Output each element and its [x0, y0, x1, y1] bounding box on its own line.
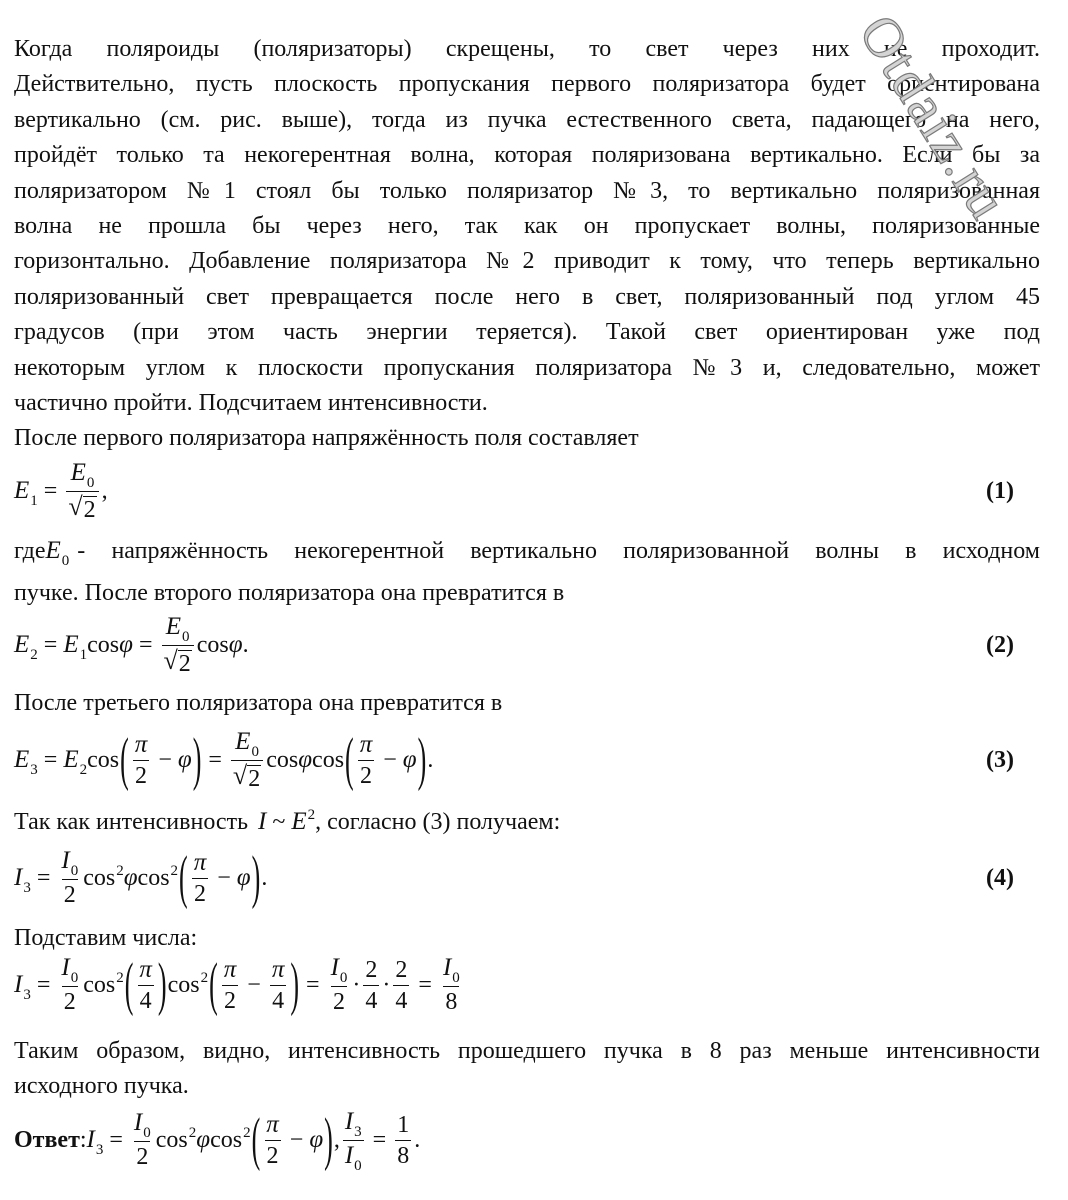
superscript: 2: [307, 807, 316, 823]
math-variable: π: [193, 848, 207, 876]
paragraph-where: [14, 530, 1040, 614]
math-operator: ~: [272, 808, 286, 835]
fraction-numerator: [59, 847, 80, 879]
math-operator: =: [36, 864, 51, 891]
math-variable: $I_0$: [61, 954, 79, 986]
math-variable: φ: [236, 864, 251, 891]
superscript: 2: [243, 1124, 251, 1141]
text: Так как интенсивность: [14, 808, 249, 835]
fraction-numerator: [164, 613, 192, 645]
math-sqrt: [68, 493, 96, 523]
math-parentheses: [344, 725, 427, 793]
fraction-denominator: [134, 1141, 150, 1171]
math-variable: $I_0$: [133, 1109, 151, 1141]
math-fraction: [270, 956, 287, 1015]
math-fraction: [132, 1109, 153, 1171]
math-fraction: [343, 1108, 364, 1173]
text-line: После первого поляризатора напряжённость поля составляет: [14, 425, 639, 451]
math-text: 2: [63, 989, 76, 1015]
math-fraction: [59, 847, 80, 909]
paren-content: [134, 956, 157, 1015]
math-text: 8: [397, 1142, 410, 1169]
subscript: 3: [354, 1123, 362, 1140]
sqrt-argument: 2: [248, 766, 261, 792]
math-parentheses: [124, 950, 168, 1018]
math-variable: $E_1$: [63, 631, 88, 663]
math-variable: $I_0$: [344, 1141, 362, 1174]
math-operator: =: [306, 971, 320, 998]
fraction-numerator: [264, 1111, 281, 1140]
math-variable: $I_0$: [442, 954, 460, 986]
equation-number: (4): [986, 864, 1014, 891]
math-fraction: [137, 956, 154, 1015]
math-operator: −: [289, 1126, 304, 1153]
left-paren: (: [251, 1105, 261, 1173]
math-text: $\cos^2$: [83, 969, 124, 998]
superscript: 2: [170, 862, 179, 879]
equation-3: [14, 722, 1040, 798]
left-paren: (: [124, 950, 134, 1018]
fraction-numerator: [222, 956, 239, 985]
math-fraction: [393, 956, 409, 1015]
math-variable: φ: [196, 1126, 211, 1153]
superscript: 2: [116, 862, 124, 879]
paragraph-conclusion: [14, 1034, 1040, 1103]
math-text: 2: [395, 956, 408, 983]
math-text: 2: [136, 1144, 149, 1170]
text-line: После третьего поляризатора она превратится в: [14, 690, 503, 716]
paren-content: [189, 849, 251, 908]
fraction-denominator: [395, 1140, 411, 1170]
math-text: 8: [445, 989, 458, 1015]
text-line: Таким образом, видно, интенсивность прошедшего пучка в 8 раз меньше интенсивности: [14, 1038, 1040, 1064]
fraction-numerator: [233, 728, 261, 760]
math-parentheses: [208, 950, 300, 1018]
right-paren: ): [251, 843, 261, 911]
math-variable: π: [139, 955, 152, 983]
fraction-denominator: [62, 986, 78, 1016]
subscript: 2: [79, 762, 88, 778]
math-text: $\cos^2$: [83, 862, 124, 891]
formula: [14, 725, 434, 793]
fraction-denominator: [62, 879, 78, 909]
fraction-numerator: [133, 731, 150, 760]
math-variable: π: [359, 730, 373, 758]
sqrt-sign: √: [68, 492, 83, 521]
fraction-numerator: [393, 956, 409, 985]
subscript: 0: [70, 970, 79, 986]
subscript: 0: [251, 744, 259, 760]
math-text: cos: [87, 746, 120, 773]
math-variable: φ: [309, 1126, 324, 1153]
math-variable: π: [271, 955, 285, 983]
math-variable: $E_3$: [14, 746, 38, 778]
math-text: $\cos^2$: [210, 1124, 251, 1153]
math-sqrt: [164, 647, 192, 677]
text-line: волна не прошла бы через него, так как он пропускает волны, поляризованные: [14, 212, 1040, 239]
fraction-denominator: [343, 1140, 364, 1173]
math-variable: $I_3$: [14, 971, 31, 1003]
right-paren: ): [324, 1105, 333, 1173]
fraction-numerator: [343, 1108, 364, 1140]
math-operator: =: [109, 1126, 123, 1153]
text-line: исходного пучка.: [14, 1072, 189, 1099]
text-line: градусов (при этом часть энергии теряется). Такой свет ориентирован уже под: [14, 319, 1040, 346]
paren-content: [261, 1111, 323, 1170]
fraction-numerator: [329, 954, 350, 986]
text-line: пучке. После второго поляризатора она превратится в: [14, 580, 565, 606]
text-line: поляризованный свет превращается после него в свет, поляризованный под углом 45: [14, 283, 1040, 310]
superscript: 2: [188, 1124, 197, 1141]
math-variable: $E^2$: [291, 807, 316, 835]
math-text: 4: [395, 987, 408, 1014]
math-text: 2: [332, 989, 345, 1015]
math-text: ·: [382, 971, 391, 998]
superscript: 2: [200, 969, 209, 986]
formula: [14, 843, 268, 911]
math-text: ,: [333, 1126, 340, 1153]
subscript: 1: [79, 647, 88, 663]
math-variable: I: [258, 808, 267, 835]
text-line: поляризатором №1 стоял бы только поляризатор №3, то вертикально поляризованная: [14, 177, 1040, 204]
math-sqrt: [233, 762, 261, 792]
formula-inline: [258, 808, 315, 836]
math-variable: $E_1$: [14, 477, 38, 509]
math-operator: =: [43, 477, 58, 504]
math-text: 4: [272, 987, 285, 1014]
right-paren: ): [290, 950, 300, 1018]
fraction-denominator: [231, 760, 263, 792]
subscript: 0: [452, 970, 460, 986]
math-variable: φ: [123, 864, 138, 891]
math-text: $\cos^2$: [137, 862, 179, 891]
text-line: Действительно, пусть плоскость пропускания первого поляризатора будет ориентирована: [14, 71, 1040, 98]
math-text: 4: [139, 987, 152, 1014]
math-variable: $E_2$: [63, 746, 88, 778]
math-text: 2: [365, 956, 378, 983]
math-text: cos: [266, 746, 299, 773]
math-variable: $E_0$: [70, 459, 95, 491]
left-paren: (: [120, 725, 129, 793]
fraction-numerator: [270, 956, 287, 985]
math-text: cos: [87, 631, 120, 658]
left-paren: (: [345, 725, 354, 793]
math-variable: φ: [119, 631, 133, 658]
text: где: [14, 537, 46, 564]
math-fraction: [59, 954, 80, 1016]
left-paren: (: [209, 950, 218, 1018]
watermark: Otdaiz.ru: [846, 4, 1020, 231]
fraction-numerator: [192, 849, 209, 878]
text-line: [14, 804, 1040, 840]
math-variable: $I_3$: [14, 864, 31, 896]
math-operator: =: [36, 971, 51, 998]
text-line: Подставим числа:: [14, 925, 198, 951]
math-operator: =: [138, 631, 153, 658]
math-fraction: [66, 459, 98, 523]
fraction-denominator: [66, 491, 98, 523]
math-text: .: [261, 864, 268, 891]
text-line: горизонтально. Добавление поляризатора №2 приводит к тому, что теперь вертикально: [14, 248, 1040, 275]
math-operator: =: [43, 746, 58, 773]
sqrt-sign: √: [163, 646, 178, 675]
superscript: 2: [116, 969, 124, 986]
equation-number: (1): [986, 477, 1014, 504]
subscript: 1: [30, 493, 38, 509]
math-text: 2: [359, 762, 372, 789]
math-fraction: [162, 613, 194, 677]
equation-4: [14, 840, 1040, 916]
math-variable: $E_0$: [235, 728, 259, 760]
paren-content: [355, 731, 417, 790]
sqrt-argument: 2: [83, 497, 96, 523]
math-fraction: [358, 731, 375, 790]
text-line: пройдёт только та некогерентная волна, которая поляризована вертикально. Если бы за: [14, 142, 1040, 169]
equation-substitution: [14, 947, 1040, 1023]
math-text: :: [79, 1126, 87, 1153]
text-line: Когда поляроиды (поляризаторы) скрещены, то свет через них не проходит.: [14, 36, 1040, 62]
subscript: 0: [339, 970, 348, 986]
math-variable: $E_2$: [14, 631, 38, 663]
fraction-denominator: [363, 985, 379, 1015]
math-variable: π: [134, 730, 148, 758]
subscript: 3: [23, 987, 31, 1003]
right-paren: ): [417, 725, 427, 793]
fraction-numerator: [363, 956, 379, 985]
fraction-denominator: [331, 986, 347, 1016]
math-text: 4: [365, 987, 378, 1014]
subscript: 0: [70, 863, 79, 879]
formula: [14, 613, 249, 677]
math-operator: =: [372, 1126, 387, 1153]
sqrt-sign: √: [232, 761, 248, 790]
text: - напряжённость некогерентной вертикально поляризованной волны в исходном: [77, 537, 1040, 564]
fraction-denominator: [393, 985, 409, 1015]
subscript: 0: [61, 553, 70, 569]
fraction-denominator: [270, 985, 286, 1015]
math-variable: φ: [298, 746, 313, 773]
subscript: 3: [30, 762, 38, 778]
subscript: 0: [182, 629, 190, 645]
math-text: ,: [101, 477, 108, 504]
math-operator: =: [208, 746, 222, 773]
math-operator: −: [158, 746, 172, 773]
math-variable: π: [223, 955, 237, 983]
math-parentheses: [251, 1105, 334, 1173]
math-variable: $I_3$: [344, 1107, 362, 1140]
fraction-denominator: [162, 645, 194, 677]
text-line: вертикально (см. рис. выше), тогда из пучка естественного света, падающего на него,: [14, 106, 1040, 133]
math-parentheses: [119, 725, 202, 793]
math-text: 2: [193, 880, 206, 907]
right-paren: ): [192, 725, 202, 793]
math-variable: φ: [177, 746, 192, 773]
math-text: $\cos^2$: [167, 969, 209, 998]
math-text: 1: [397, 1111, 410, 1138]
paren-content: [219, 956, 290, 1015]
math-text: $\cos^2$: [155, 1124, 197, 1153]
equation-1: [14, 455, 1040, 527]
math-variable: φ: [402, 746, 417, 773]
formula: [14, 459, 108, 523]
math-text: cos: [196, 631, 229, 658]
fraction-numerator: [441, 954, 462, 986]
formula: [14, 1105, 421, 1174]
math-text: 2: [63, 882, 76, 908]
fraction-numerator: [132, 1109, 153, 1141]
text-line: частично пройти. Подсчитаем интенсивности.: [14, 389, 488, 416]
fraction-denominator: [133, 760, 149, 790]
math-operator: −: [247, 971, 261, 998]
math-fraction: [441, 954, 462, 1016]
math-text: ·: [352, 971, 361, 998]
math-text: 2: [224, 987, 237, 1014]
math-variable: $E_0$: [165, 613, 190, 645]
math-text: .: [414, 1126, 421, 1153]
math-variable: $I_0$: [330, 954, 348, 986]
fraction-denominator: [358, 760, 374, 790]
math-variable: $I_3$: [86, 1126, 104, 1158]
fraction-numerator: [69, 459, 97, 491]
formula-inline: [45, 537, 70, 569]
math-variable: $I_0$: [61, 847, 79, 879]
subscript: 0: [86, 475, 95, 491]
math-fraction: [395, 1111, 411, 1170]
equation-2: [14, 612, 1040, 678]
math-operator: −: [217, 864, 231, 891]
math-variable: $E_0$: [45, 537, 70, 569]
fraction-numerator: [59, 954, 80, 986]
math-operator: −: [383, 746, 397, 773]
fraction-denominator: [192, 878, 208, 908]
fraction-denominator: [443, 986, 459, 1016]
math-variable: φ: [228, 631, 243, 658]
sqrt-argument: 2: [178, 651, 191, 677]
math-fraction: [222, 956, 239, 1015]
fraction-denominator: [222, 985, 238, 1015]
equation-number: (3): [986, 746, 1014, 773]
paren-content: [130, 731, 192, 790]
text: , согласно (3) получаем:: [315, 808, 561, 835]
subscript: 0: [143, 1125, 151, 1141]
math-fraction: [192, 849, 209, 908]
text-line: некоторым углом к плоскости пропускания поляризатора №3 и, следовательно, может: [14, 354, 1040, 381]
math-parentheses: [178, 843, 261, 911]
answer-label: Ответ: [14, 1126, 80, 1153]
subscript: 3: [95, 1142, 104, 1158]
math-operator: =: [43, 631, 58, 658]
math-fraction: [231, 728, 263, 792]
math-text: 2: [135, 762, 148, 789]
math-fraction: [329, 954, 350, 1016]
math-fraction: [264, 1111, 281, 1170]
subscript: 2: [30, 647, 38, 663]
left-paren: (: [179, 843, 188, 911]
math-text: cos: [312, 746, 345, 773]
math-text: 2: [266, 1142, 279, 1169]
fraction-numerator: [395, 1111, 411, 1140]
math-fraction: [133, 731, 150, 790]
equation-number: (2): [986, 631, 1014, 658]
fraction-denominator: [138, 985, 154, 1015]
formula: [14, 950, 465, 1018]
subscript: 0: [354, 1157, 362, 1174]
math-operator: =: [418, 971, 432, 998]
math-fraction: [363, 956, 379, 1015]
right-paren: ): [157, 950, 167, 1018]
answer: [14, 1102, 1040, 1178]
fraction-denominator: [265, 1140, 281, 1170]
math-text: .: [427, 746, 434, 773]
fraction-numerator: [137, 956, 154, 985]
math-variable: π: [266, 1110, 279, 1138]
math-text: .: [242, 631, 249, 658]
fraction-numerator: [358, 731, 375, 760]
subscript: 3: [23, 880, 31, 896]
